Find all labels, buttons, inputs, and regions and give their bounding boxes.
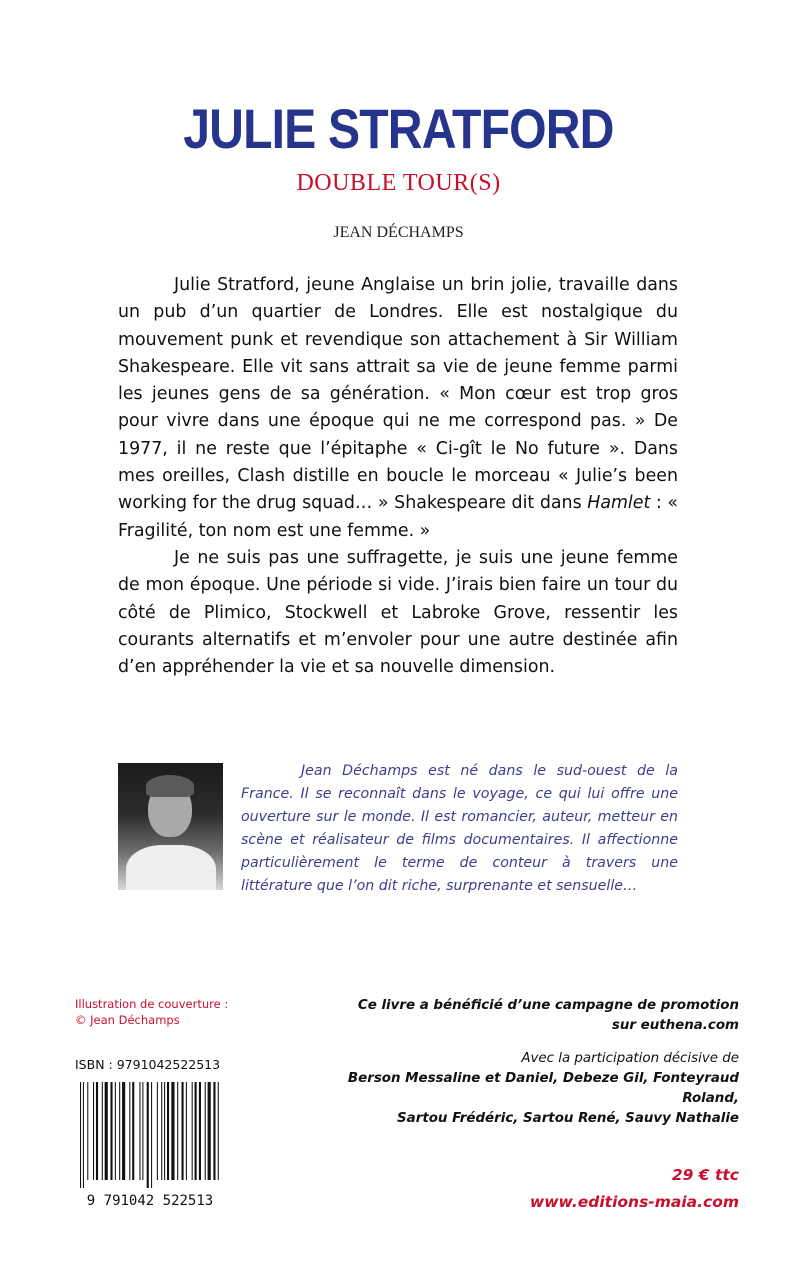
partners-line-2: Sartou Frédéric, Sartou René, Sauvy Nathalie [397,1111,739,1126]
barcode-bar [182,1082,184,1180]
barcode-bar [110,1082,112,1180]
credit-line-2: © Jean Déchamps [75,1013,180,1027]
blurb-text: Julie Stratford, jeune Anglaise un brin jolie, travaille dans un pub d’un quartier de Londres. Elle est nostalgique du mouvement punk et revendique son attachement à Sir William Shakespeare. Elle vit sans attrait sa vie de jeune femme parmi les jeunes gens de sa génération. « Mon cœur est trop gros pour vivre dans une époque qui ne me correspond pas. » De 1977, il ne reste que l’épitaphe « Ci-gît le No future ». Dans mes oreilles, Clash distille en boucle le morceau « Julie’s been working for the drug squad… » Shakespeare dit dans [118,275,678,514]
barcode-bar [139,1082,140,1180]
back-cover-blurb [118,272,678,681]
barcode-bar [164,1082,165,1180]
barcode-bar [199,1082,201,1180]
promotion-note [319,996,739,1036]
barcode-bar [157,1082,158,1180]
author-bio-text: Jean Déchamps est né dans le sud-ouest de la France. Il se reconnaît dans le voyage, ce qui lui offre une ouverture sur le monde. Il est romancier, auteur, metteur en scène et réalisateur de films documentaires. Il affectionne particulièrement le terme de conteur à travers une littérature que l’on dit riche, surprenante et sensuelle… [241,763,678,894]
barcode-bar [122,1082,125,1180]
author-name: JEAN DÉCHAMPS [333,224,464,241]
blurb-paragraph-1 [118,272,678,545]
barcode-bar [205,1082,206,1180]
barcode-bar [161,1082,162,1180]
author-bio [241,760,678,898]
credit-line-1: Illustration de couverture : [75,997,229,1011]
barcode-bar [167,1082,169,1180]
barcode-bar [195,1082,197,1180]
cover-illustration-credit [75,996,275,1028]
blurb-italic-title: Hamlet [587,493,651,514]
partners-list [299,1069,739,1129]
isbn-barcode [68,1078,233,1208]
barcode-bar [87,1082,88,1180]
barcode-digits: 9 791042 522513 [86,1193,214,1208]
blurb-text-end: : « Fragilité, ton nom est une femme. » [118,493,678,541]
partners-line-1: Berson Messaline et Daniel, Debeze Gil, Fonteyraud Roland, [347,1071,739,1106]
book-subtitle: DOUBLE TOUR(S) [296,170,501,196]
book-title: JULIE STRATFORD [183,97,614,160]
barcode-bar [147,1082,149,1188]
barcode-bar [129,1082,130,1180]
barcode-bar [132,1082,134,1180]
publisher-website[interactable]: www.editions-maia.com [529,1193,739,1211]
barcode-bar [105,1082,108,1180]
barcode-bar [192,1082,193,1180]
barcode-bar [151,1082,152,1188]
barcode-bar [218,1082,219,1180]
barcode-bar [102,1082,103,1180]
partners-intro: Avec la participation décisive de [521,1051,739,1066]
isbn-label: ISBN : 9791042522513 [75,1057,221,1072]
barcode-bar [186,1082,187,1180]
barcode-bar [119,1082,120,1180]
barcode-bar [115,1082,116,1180]
barcode-bar [208,1082,211,1180]
promotion-line-2: sur euthena.com [611,1018,739,1033]
barcode-bar [171,1082,174,1180]
barcode-bar [142,1082,143,1180]
barcode-bar [96,1082,98,1180]
barcode-bar [80,1082,81,1188]
barcode-bar [93,1082,94,1180]
price: 29 € ttc [671,1166,739,1184]
promotion-line-1: Ce livre a bénéficié d’une campagne de promotion [357,998,739,1013]
author-photo [118,763,223,890]
barcode-bar [177,1082,178,1180]
barcode-bar [83,1082,84,1188]
barcode-bar [213,1082,215,1180]
blurb-paragraph-2: Je ne suis pas une suffragette, je suis une jeune femme de mon époque. Une période si vide. J’irais bien faire un tour du côté de Plimico, Stockwell et Labroke Grove, ressentir les courants alternatifs et m’envoler pour une autre destinée afin d’en appréhender la vie et sa nouvelle dimension. [118,547,678,678]
